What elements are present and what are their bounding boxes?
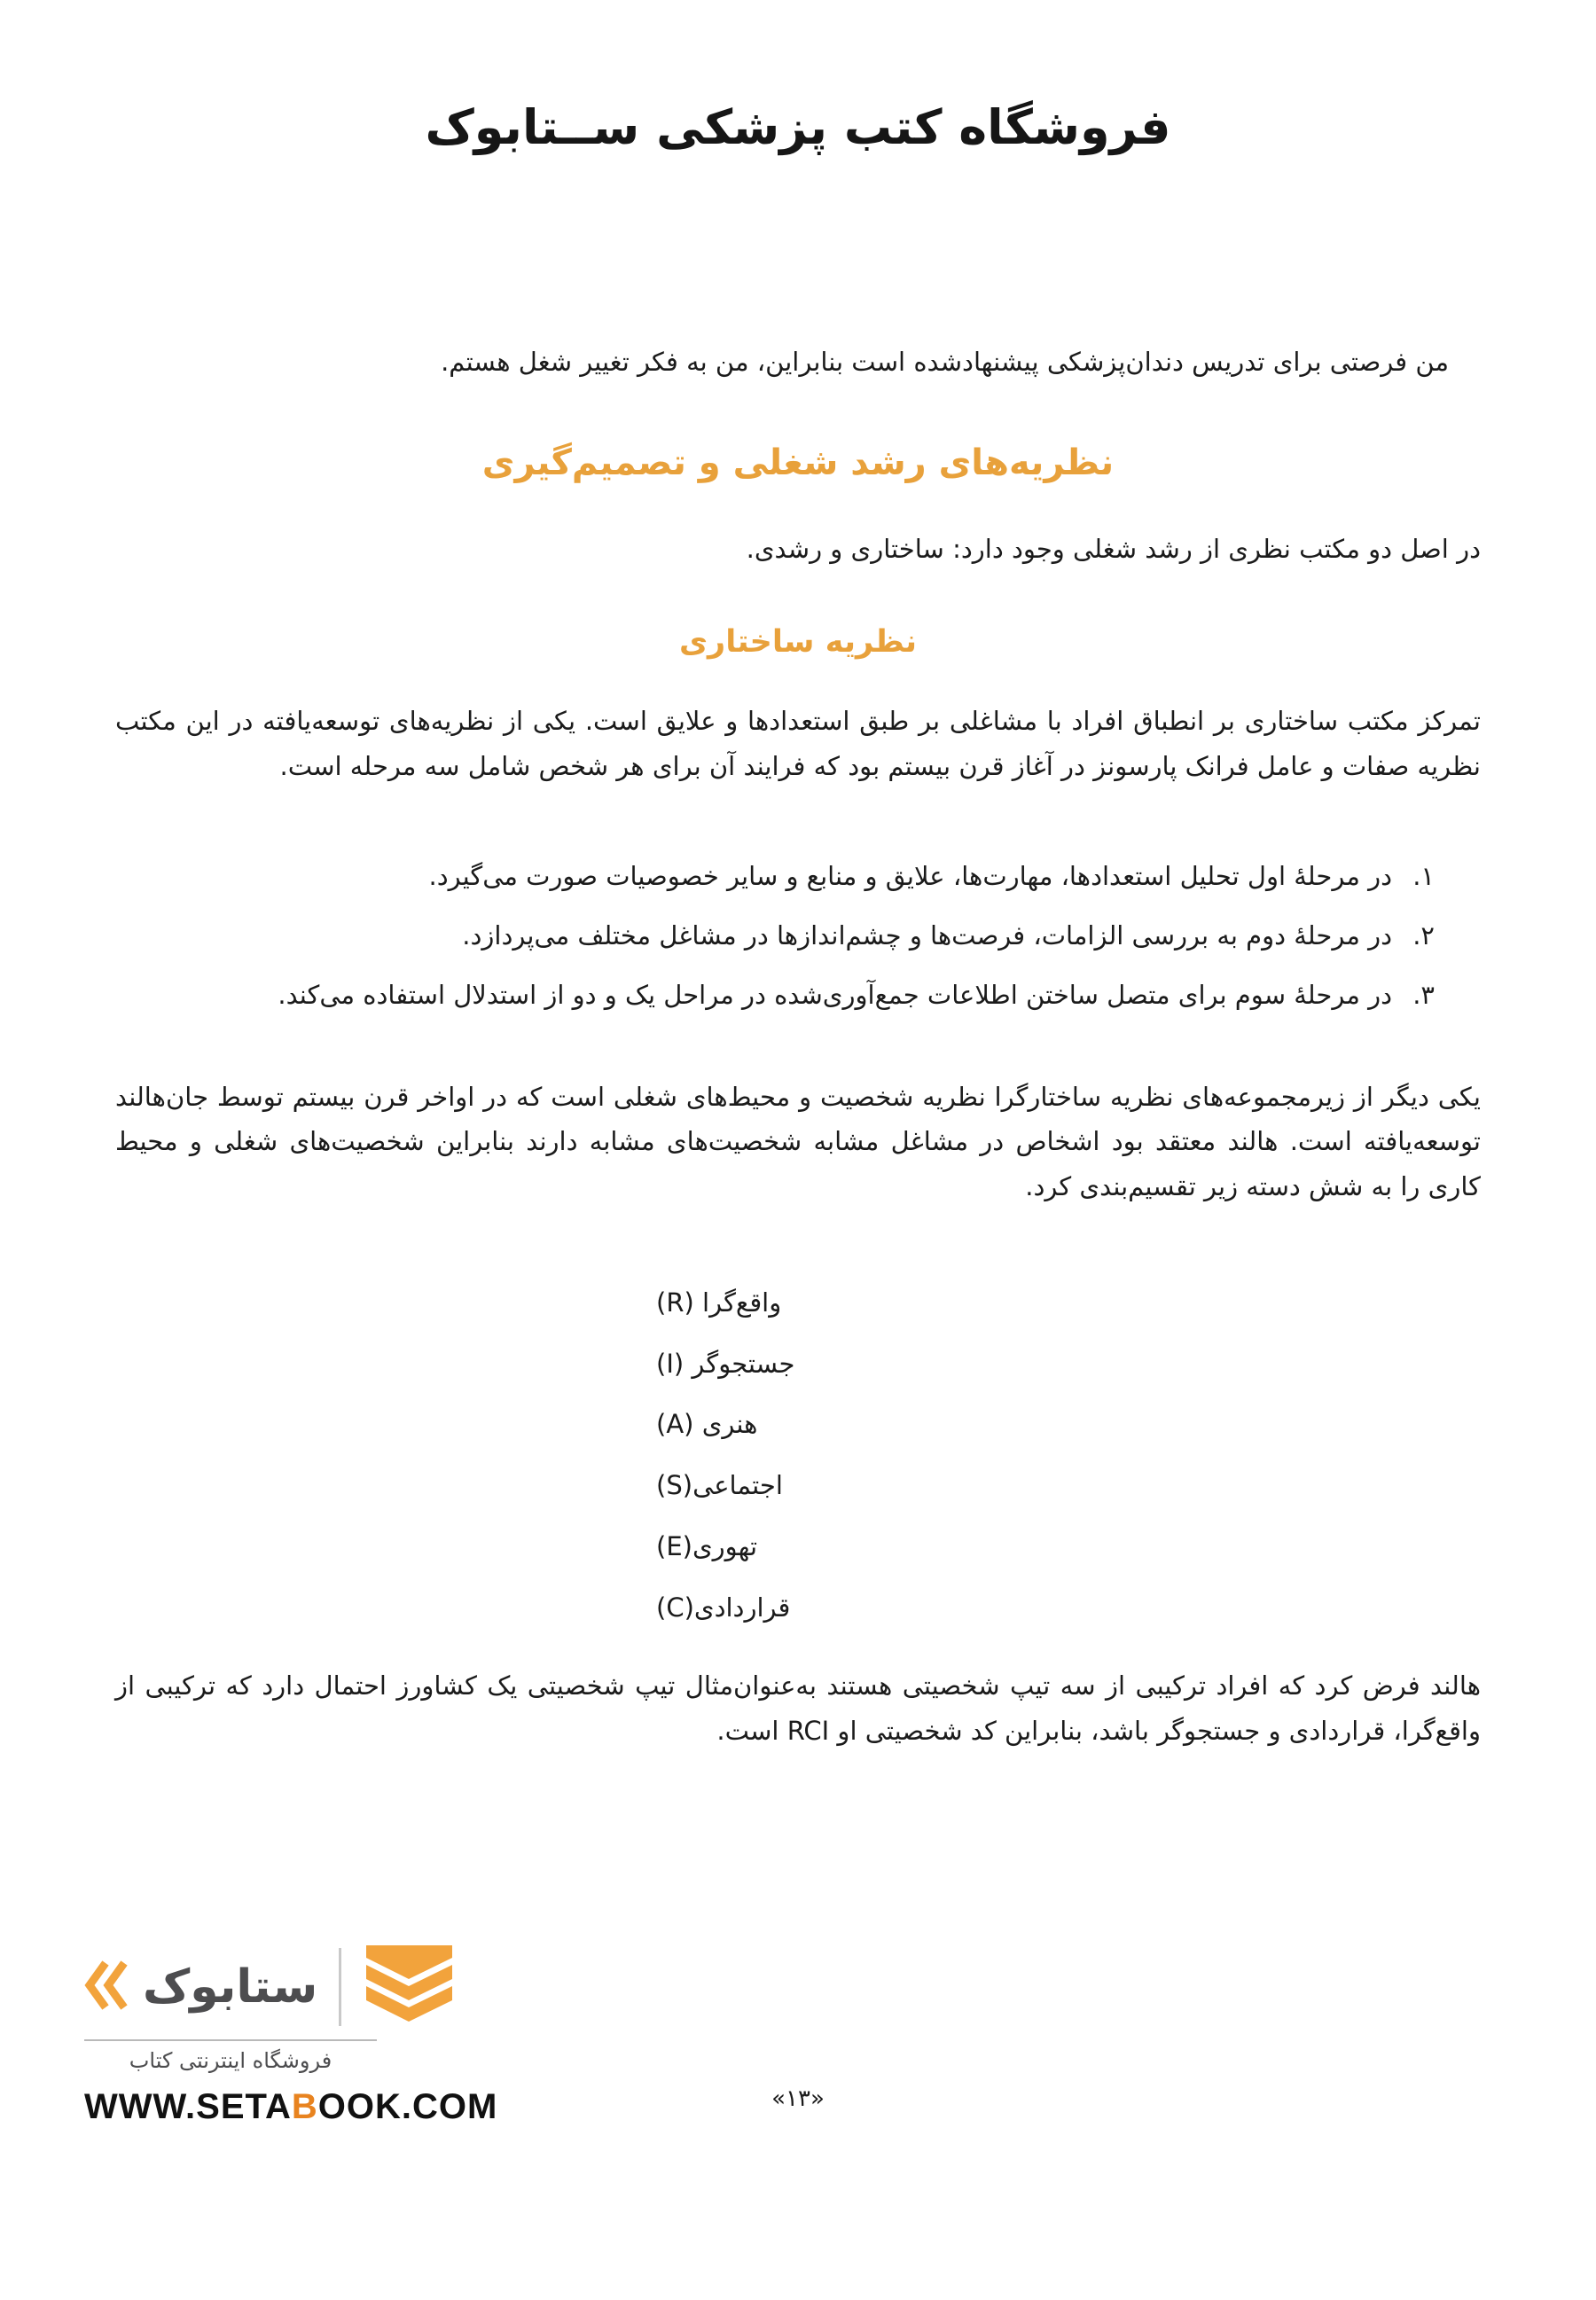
holland-paragraph: یکی دیگر از زیرمجموعه‌های نظریه ساختارگرا نظریه شخصیت و محیط‌های شغلی است که در اواخر قرن بیستم توسط جان‌هالند توسعه‌یافته است. هالند معتقد بود اشخاص در مشاغل مشابه شخصیت‌های مشابه دارند بنابراین شخصیت‌های شغلی و محیط کاری را به شش دسته زیر تقسیم‌بندی کرد. bbox=[115, 1081, 1481, 1202]
logo-divider bbox=[339, 1948, 341, 2026]
personality-type-item: جستجوگر (I) bbox=[656, 1348, 795, 1379]
list-item bbox=[115, 973, 1435, 1018]
personality-type-item: واقع‌گرا (R) bbox=[656, 1287, 782, 1318]
page-content bbox=[115, 340, 1481, 1754]
bookstore-header bbox=[0, 0, 1596, 157]
open-book-icon bbox=[363, 1944, 456, 2030]
url-part-accent: B bbox=[291, 2087, 318, 2126]
setabook-logo bbox=[84, 1944, 510, 2030]
stages-list bbox=[115, 854, 1481, 1017]
list-item-text: در مرحلهٔ اول تحلیل استعدادها، مهارت‌ها، علایق و منابع و سایر خصوصیات صورت می‌گیرد. bbox=[428, 861, 1392, 892]
personality-type-item: اجتماعی(S) bbox=[656, 1470, 783, 1501]
url-part: WWW.SETA bbox=[84, 2087, 292, 2126]
logo-wordmark: ستابوک bbox=[143, 1960, 318, 2014]
list-item bbox=[115, 854, 1435, 899]
personality-types-list bbox=[115, 1280, 1481, 1631]
structural-theory-paragraph: تمرکز مکتب ساختاری بر انطباق افراد با مشاغلی بر طبق استعدادها و علایق است. یکی از نظریه‌های توسعه‌یافته در این مکتب نظریه صفات و عامل فرانک پارسونز در آغاز قرن بیستم بود که فرایند آن برای هر شخص شامل سه مرحله است. bbox=[115, 705, 1481, 781]
subsection-heading: نظریه ساختاری bbox=[678, 624, 917, 661]
url-part: OOK.COM bbox=[317, 2087, 498, 2126]
list-item-text: در مرحلهٔ دوم به بررسی الزامات، فرصت‌ها و چشم‌اندازها در مشاغل مختلف می‌پردازد. bbox=[462, 920, 1392, 951]
logo-tagline: فروشگاه اینترنتی کتاب bbox=[84, 2039, 377, 2073]
closing-paragraph: هالند فرض کرد که افراد ترکیبی از سه تیپ شخصیتی هستند به‌عنوان‌مثال تیپ شخصیتی یک کشاورز احتمال دارد که ترکیبی از واقع‌گرا، قراردادی و جستجوگر باشد، بنابراین کد شخصیتی او RCI است. bbox=[115, 1670, 1481, 1747]
personality-type-item: قراردادی(C) bbox=[656, 1592, 791, 1623]
list-item-number: ۳. bbox=[1412, 979, 1435, 1010]
personality-type-item: تهوری(E) bbox=[656, 1530, 758, 1561]
section-heading: نظریه‌های رشد شغلی و تصمیم‌گیری bbox=[481, 442, 1115, 483]
page-number: «۱۳» bbox=[771, 2085, 825, 2112]
personality-type-item: هنری (A) bbox=[656, 1409, 758, 1440]
section-intro-paragraph: در اصل دو مکتب نظری از رشد شغلی وجود دارد: ساختاری و رشدی. bbox=[746, 533, 1481, 564]
logo-chevrons-icon bbox=[84, 1954, 130, 2020]
bookstore-title: فروشگاه کتب پزشکی ســتابوک bbox=[425, 99, 1171, 155]
intro-paragraph: من فرصتی برای تدریس دندان‌پزشکی پیشنهادشده است بنابراین، من به فکر تغییر شغل هستم. bbox=[441, 346, 1449, 377]
list-item-text: در مرحلهٔ سوم برای متصل ساختن اطلاعات جمع‌آوری‌شده در مراحل یک و دو از استدلال استفاده می‌کند. bbox=[278, 979, 1392, 1010]
list-item-number: ۱. bbox=[1412, 861, 1435, 892]
list-item bbox=[115, 913, 1435, 958]
list-item-number: ۲. bbox=[1412, 920, 1435, 951]
